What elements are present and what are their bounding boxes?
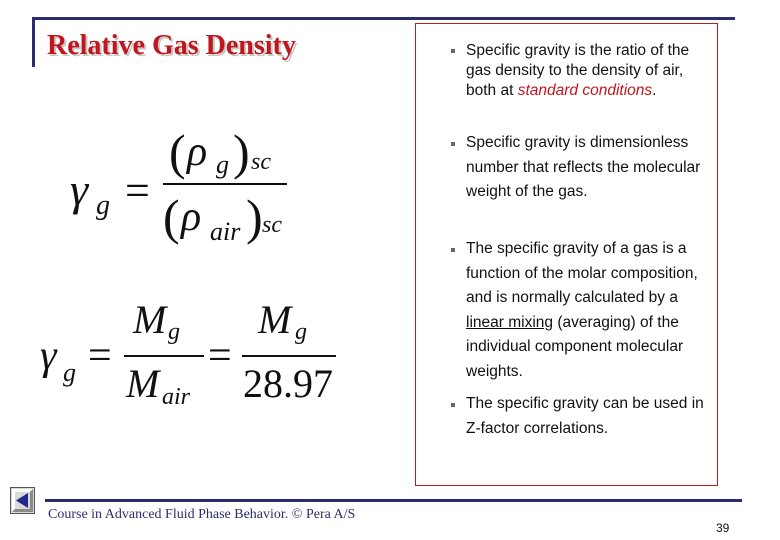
fraction1-numerator-subscript: g (168, 319, 180, 345)
bullet-text-part: The specific gravity of a gas is a function of the molar composition, and is normally calculated by a (466, 240, 698, 306)
numerator-close-paren: ) (233, 124, 250, 180)
back-navigation-icon[interactable] (10, 487, 35, 514)
bullet-marker (451, 49, 455, 53)
equals-sign-1: = (88, 333, 112, 379)
bullet-text-part: (averaging) of the individual component molecular weights. (466, 313, 684, 380)
fraction1-denominator-subscript: air (162, 384, 191, 410)
formula-molecular-weight (38, 292, 348, 417)
slide-frame-bottom (45, 499, 742, 502)
fraction-bar (163, 183, 287, 185)
fraction2-bar (242, 355, 336, 357)
fraction2-denominator: 28.97 (243, 361, 333, 406)
bullet-text: Specific gravity is dimensionless number that reflects the molecular weight of the gas. (466, 134, 701, 200)
denominator-rho: ρ (181, 194, 202, 240)
numerator-sc-subscript: sc (251, 149, 271, 175)
slide-title: Relative Gas Density (47, 30, 296, 61)
numerator-open-paren: ( (169, 124, 186, 180)
bullet-text-box (415, 23, 718, 486)
standard-conditions-highlight: standard conditions (517, 82, 653, 99)
gamma-symbol: γ (40, 333, 57, 379)
equals-sign-2: = (208, 333, 232, 379)
fraction2-numerator-subscript: g (295, 319, 307, 345)
numerator-rho-subscript: g (216, 150, 229, 179)
formula-density-ratio (65, 125, 295, 250)
bullet-marker (451, 403, 455, 407)
fraction1-numerator: M (133, 297, 167, 342)
fraction1-denominator: M (126, 361, 160, 406)
gamma-symbol: γ (70, 164, 89, 215)
bullet-marker (451, 142, 455, 146)
fraction2-numerator: M (258, 297, 292, 342)
slide-frame-left (32, 17, 35, 67)
bullet-text (466, 237, 716, 384)
fraction1-bar (124, 355, 204, 357)
slide-frame-top (32, 17, 735, 20)
gamma-subscript: g (96, 190, 110, 221)
denominator-open-paren: ( (163, 189, 180, 245)
bullet-text-part: . (652, 82, 657, 99)
bullet-marker (451, 248, 455, 252)
page-number: 39 (716, 521, 730, 535)
course-footer: Course in Advanced Fluid Phase Behavior. © Pera A/S (48, 507, 356, 522)
numerator-rho: ρ (187, 129, 208, 175)
bullet-text: The specific gravity can be used in Z-factor correlations. (466, 395, 704, 437)
bullet-text (466, 41, 716, 101)
denominator-sc-subscript: sc (262, 212, 282, 238)
bullet-text-part: Specific gravity is the ratio of the gas density to the density of air, both at (466, 42, 690, 99)
linear-mixing-link[interactable]: linear mixing (466, 313, 554, 331)
denominator-close-paren: ) (246, 189, 263, 245)
gamma-subscript: g (63, 358, 76, 387)
denominator-rho-subscript: air (210, 217, 241, 246)
equals-sign: = (125, 166, 150, 215)
